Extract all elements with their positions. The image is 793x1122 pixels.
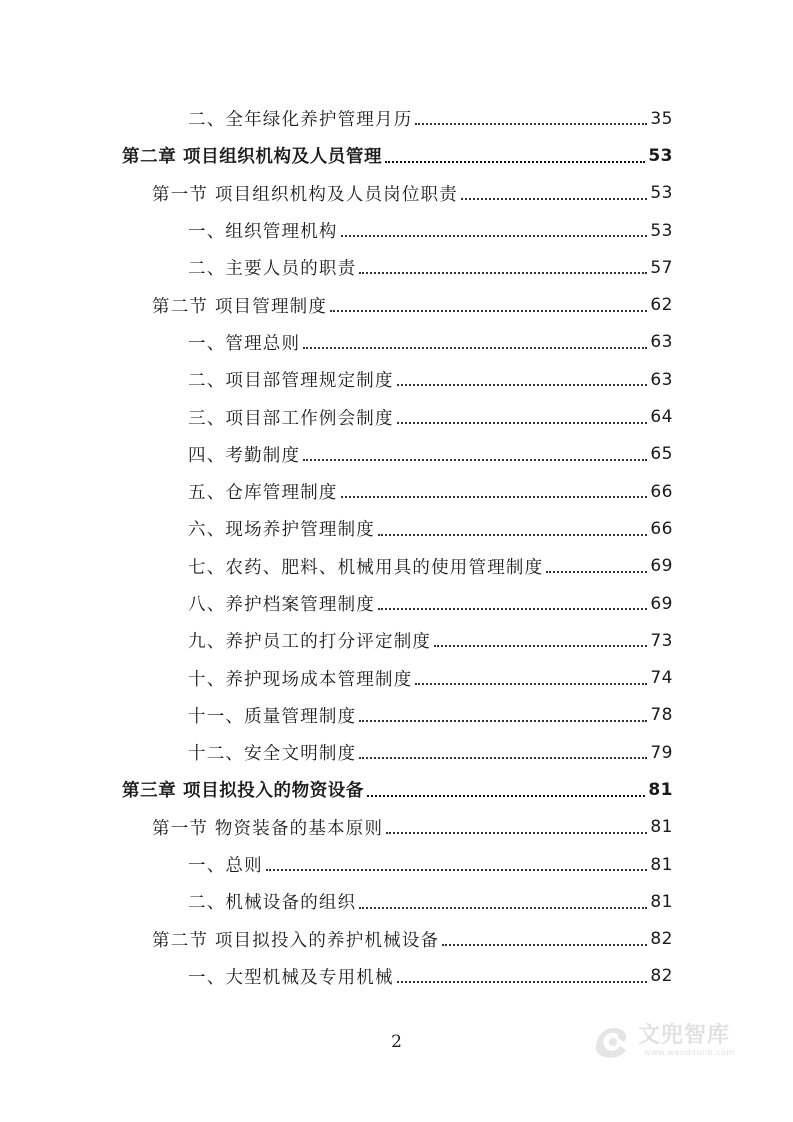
toc-entry-title: 六、现场养护管理制度	[188, 520, 375, 541]
toc-dot-leader	[461, 197, 647, 200]
toc-entry-title: 二、机械设备的组织	[188, 893, 357, 914]
toc-entry-page: 73	[650, 630, 673, 651]
toc-entry-page: 53	[648, 145, 673, 166]
toc-entry[interactable]	[0, 398, 793, 435]
toc-entry-title: 二、全年绿化养护管理月历	[188, 110, 413, 131]
toc-dot-leader	[266, 868, 648, 871]
toc-entry[interactable]	[0, 809, 793, 846]
toc-entry[interactable]	[0, 436, 793, 473]
toc-dot-leader	[341, 234, 648, 237]
toc-entry-page: 78	[650, 705, 673, 726]
toc-entry[interactable]	[0, 659, 793, 696]
toc-entry-title: 十二、安全文明制度	[188, 744, 357, 765]
toc-entry[interactable]	[0, 548, 793, 585]
toc-dot-leader	[378, 607, 647, 610]
toc-entry-page: 66	[650, 481, 673, 502]
toc-entry[interactable]	[0, 697, 793, 734]
toc-entry-title: 一、大型机械及专用机械	[188, 967, 394, 988]
toc-entry[interactable]	[0, 846, 793, 883]
toc-dot-leader	[359, 719, 647, 722]
toc-dot-leader	[415, 682, 647, 685]
toc-dot-leader	[367, 794, 645, 797]
toc-dot-leader	[378, 533, 647, 536]
toc-entry-title: 一、总则	[188, 856, 263, 877]
toc-entry[interactable]	[0, 361, 793, 398]
toc-entry[interactable]	[0, 286, 793, 323]
watermark-name: 文兜智库	[638, 1022, 731, 1048]
table-of-contents	[0, 100, 793, 995]
toc-dot-leader	[359, 906, 647, 909]
toc-entry-page: 57	[650, 257, 673, 278]
watermark-text	[638, 1024, 735, 1057]
toc-entry-page: 82	[650, 966, 673, 987]
toc-entry-page: 81	[650, 854, 673, 875]
toc-entry[interactable]	[0, 137, 793, 174]
toc-dot-leader	[397, 421, 648, 424]
toc-entry-title: 一、组织管理机构	[188, 222, 338, 243]
toc-entry-page: 64	[650, 407, 673, 428]
toc-entry-page: 65	[650, 444, 673, 465]
toc-entry[interactable]	[0, 622, 793, 659]
toc-entry[interactable]	[0, 212, 793, 249]
toc-entry-page: 81	[650, 891, 673, 912]
toc-entry-title: 八、养护档案管理制度	[188, 595, 375, 615]
toc-entry-title: 第一节 项目组织机构及人员岗位职责	[152, 184, 458, 205]
toc-entry-page: 35	[650, 108, 673, 129]
toc-entry[interactable]	[0, 100, 793, 137]
toc-entry-title: 第三章 项目拟投入的物资设备	[122, 781, 364, 802]
toc-entry-title: 十、养护现场成本管理制度	[188, 669, 413, 690]
toc-dot-leader	[397, 383, 648, 386]
toc-entry[interactable]	[0, 585, 793, 622]
toc-entry-title: 十一、质量管理制度	[188, 706, 357, 727]
toc-entry[interactable]	[0, 473, 793, 510]
wendou-logo-icon	[588, 1018, 632, 1062]
toc-entry-page: 66	[650, 518, 673, 539]
toc-entry-page: 81	[650, 817, 673, 838]
toc-entry[interactable]	[0, 510, 793, 547]
toc-entry-page: 62	[650, 295, 673, 316]
watermark	[588, 1018, 735, 1062]
toc-entry-title: 第二章 项目组织机构及人员管理	[122, 147, 383, 168]
toc-entry-page: 74	[650, 668, 673, 689]
toc-entry[interactable]	[0, 958, 793, 995]
toc-dot-leader	[415, 122, 647, 125]
toc-entry-title: 三、项目部工作例会制度	[188, 408, 394, 429]
toc-dot-leader	[359, 271, 647, 274]
toc-entry-title: 五、仓库管理制度	[188, 483, 338, 504]
page-number: 2	[391, 1032, 402, 1052]
toc-entry[interactable]	[0, 883, 793, 920]
toc-entry-title: 二、主要人员的职责	[188, 259, 357, 280]
toc-entry-title: 七、农药、肥料、机械用具的使用管理制度	[188, 557, 544, 578]
toc-entry[interactable]	[0, 734, 793, 771]
toc-entry-title: 一、管理总则	[188, 333, 301, 354]
toc-entry-page: 53	[650, 183, 673, 204]
toc-entry-title: 二、项目部管理规定制度	[188, 371, 394, 392]
toc-dot-leader	[546, 570, 647, 573]
toc-entry[interactable]	[0, 175, 793, 212]
toc-entry-title: 第二节 项目管理制度	[152, 296, 328, 317]
toc-entry-page: 81	[648, 779, 673, 800]
toc-dot-leader	[330, 309, 647, 312]
toc-entry-page: 79	[650, 742, 673, 763]
toc-dot-leader	[359, 756, 647, 759]
toc-entry[interactable]	[0, 249, 793, 286]
toc-entry-title: 四、考勤制度	[188, 445, 301, 466]
toc-entry-page: 69	[650, 556, 673, 577]
toc-dot-leader	[434, 644, 647, 647]
toc-dot-leader	[303, 458, 647, 461]
toc-dot-leader	[303, 346, 647, 349]
toc-entry-title: 九、养护员工的打分评定制度	[188, 632, 432, 653]
toc-entry-page: 63	[650, 369, 673, 390]
toc-dot-leader	[397, 980, 648, 983]
toc-entry-page: 53	[650, 220, 673, 241]
toc-entry-title: 第一节 物资装备的基本原则	[152, 818, 384, 839]
toc-dot-leader	[386, 831, 647, 834]
toc-entry-title: 第二节 项目拟投入的养护机械设备	[152, 930, 440, 951]
toc-entry[interactable]	[0, 921, 793, 958]
toc-entry-page: 63	[650, 332, 673, 353]
watermark-url: www.wendoulib.com	[644, 1047, 735, 1057]
toc-dot-leader	[341, 495, 648, 498]
toc-entry[interactable]	[0, 324, 793, 361]
toc-dot-leader	[385, 160, 645, 163]
toc-entry-page: 69	[650, 593, 673, 614]
toc-entry[interactable]	[0, 771, 793, 808]
toc-entry-page: 82	[650, 929, 673, 950]
toc-dot-leader	[442, 943, 647, 946]
